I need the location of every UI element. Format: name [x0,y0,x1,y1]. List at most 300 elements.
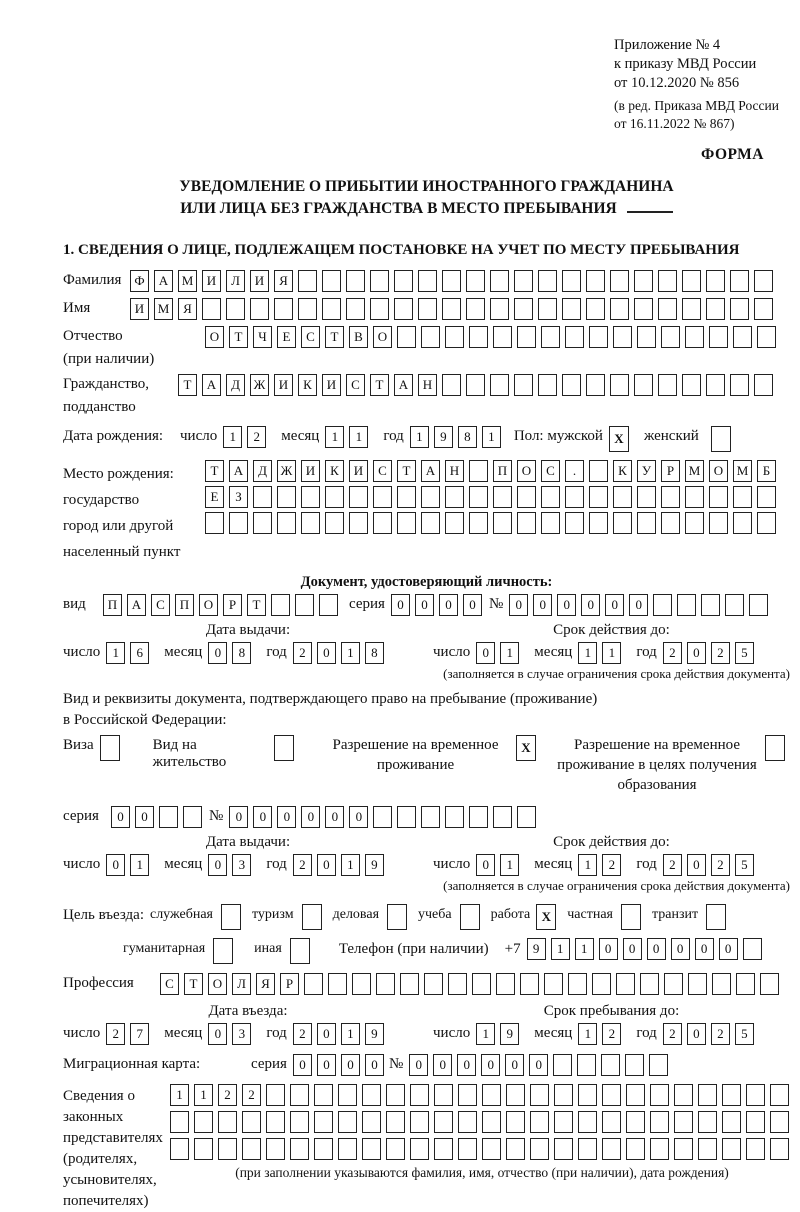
char-cell[interactable] [661,512,680,534]
char-cell[interactable]: О [517,460,536,482]
char-cell[interactable] [314,1138,333,1160]
char-cell[interactable] [541,326,560,348]
char-cell[interactable] [661,326,680,348]
char-cell[interactable]: И [301,460,320,482]
char-cell[interactable]: Ж [250,374,269,396]
char-cell[interactable]: 0 [457,1054,476,1076]
char-cell[interactable]: Д [253,460,272,482]
char-cell[interactable]: К [613,460,632,482]
char-cell[interactable] [445,806,464,828]
char-cell[interactable] [754,298,773,320]
char-cell[interactable]: 9 [365,854,384,876]
char-cell[interactable] [253,512,272,534]
char-cell[interactable] [757,512,776,534]
char-cell[interactable]: 0 [106,854,125,876]
char-cell[interactable]: С [346,374,365,396]
char-cell[interactable] [458,1111,477,1133]
char-cell[interactable] [373,486,392,508]
char-cell[interactable] [349,486,368,508]
char-cell[interactable]: П [103,594,122,616]
char-cell[interactable] [298,270,317,292]
char-cell[interactable] [362,1138,381,1160]
char-cell[interactable] [472,973,491,995]
char-cell[interactable] [626,1138,645,1160]
char-cell[interactable] [754,374,773,396]
char-cell[interactable] [520,973,539,995]
char-cell[interactable] [301,486,320,508]
char-cell[interactable] [328,973,347,995]
char-cell[interactable] [376,973,395,995]
char-cell[interactable] [586,374,605,396]
char-cell[interactable]: 1 [223,426,242,448]
char-cell[interactable] [746,1084,765,1106]
char-cell[interactable] [159,806,178,828]
char-cell[interactable]: Я [178,298,197,320]
char-cell[interactable] [565,512,584,534]
char-cell[interactable]: 0 [317,1054,336,1076]
char-cell[interactable]: 5 [735,854,754,876]
char-cell[interactable] [506,1111,525,1133]
checkbox-cell[interactable]: X [609,426,629,452]
char-cell[interactable] [466,374,485,396]
char-cell[interactable]: 1 [578,854,597,876]
char-cell[interactable] [386,1084,405,1106]
char-cell[interactable] [386,1138,405,1160]
char-cell[interactable] [602,1138,621,1160]
char-cell[interactable]: 0 [719,938,738,960]
char-cell[interactable]: 0 [581,594,600,616]
char-cell[interactable] [698,1111,717,1133]
checkbox-cell[interactable]: X [516,735,536,761]
char-cell[interactable]: И [250,270,269,292]
char-cell[interactable]: 0 [208,642,227,664]
char-cell[interactable]: Я [274,270,293,292]
char-cell[interactable] [493,326,512,348]
char-cell[interactable] [757,486,776,508]
char-cell[interactable] [410,1084,429,1106]
char-cell[interactable] [290,1138,309,1160]
char-cell[interactable]: 0 [317,1023,336,1045]
char-cell[interactable]: Т [397,460,416,482]
char-cell[interactable]: П [175,594,194,616]
char-cell[interactable] [445,486,464,508]
char-cell[interactable] [541,512,560,534]
char-cell[interactable]: 0 [325,806,344,828]
char-cell[interactable]: 1 [602,642,621,664]
char-cell[interactable] [445,512,464,534]
char-cell[interactable] [554,1138,573,1160]
char-cell[interactable] [709,486,728,508]
char-cell[interactable] [749,594,768,616]
char-cell[interactable] [746,1138,765,1160]
char-cell[interactable] [469,460,488,482]
char-cell[interactable]: О [205,326,224,348]
char-cell[interactable] [493,512,512,534]
char-cell[interactable] [338,1111,357,1133]
char-cell[interactable] [410,1138,429,1160]
char-cell[interactable] [730,298,749,320]
char-cell[interactable] [194,1138,213,1160]
char-cell[interactable] [346,270,365,292]
char-cell[interactable] [266,1084,285,1106]
char-cell[interactable] [760,973,779,995]
char-cell[interactable] [640,973,659,995]
char-cell[interactable] [325,486,344,508]
char-cell[interactable]: 3 [232,854,251,876]
char-cell[interactable] [706,270,725,292]
char-cell[interactable] [226,298,245,320]
char-cell[interactable]: Л [232,973,251,995]
char-cell[interactable] [589,512,608,534]
char-cell[interactable] [301,512,320,534]
char-cell[interactable]: И [130,298,149,320]
char-cell[interactable] [589,460,608,482]
char-cell[interactable]: Д [226,374,245,396]
char-cell[interactable] [658,270,677,292]
char-cell[interactable]: 1 [341,1023,360,1045]
char-cell[interactable] [733,326,752,348]
char-cell[interactable] [589,486,608,508]
char-cell[interactable]: 8 [232,642,251,664]
char-cell[interactable] [698,1084,717,1106]
char-cell[interactable] [602,1084,621,1106]
char-cell[interactable] [397,806,416,828]
char-cell[interactable] [688,973,707,995]
char-cell[interactable] [271,594,290,616]
char-cell[interactable] [514,270,533,292]
char-cell[interactable] [373,806,392,828]
char-cell[interactable] [490,374,509,396]
char-cell[interactable] [218,1111,237,1133]
char-cell[interactable] [577,1054,596,1076]
char-cell[interactable] [218,1138,237,1160]
char-cell[interactable] [613,326,632,348]
char-cell[interactable] [322,298,341,320]
char-cell[interactable]: Т [325,326,344,348]
char-cell[interactable]: 0 [349,806,368,828]
char-cell[interactable]: К [325,460,344,482]
char-cell[interactable]: 0 [415,594,434,616]
checkbox-cell[interactable] [221,904,241,930]
char-cell[interactable] [346,298,365,320]
char-cell[interactable]: 1 [106,642,125,664]
char-cell[interactable]: 5 [735,1023,754,1045]
char-cell[interactable]: С [151,594,170,616]
char-cell[interactable] [466,298,485,320]
char-cell[interactable] [698,1138,717,1160]
char-cell[interactable] [298,298,317,320]
char-cell[interactable] [514,374,533,396]
char-cell[interactable] [634,298,653,320]
char-cell[interactable]: З [229,486,248,508]
char-cell[interactable] [685,512,704,534]
char-cell[interactable] [602,1111,621,1133]
char-cell[interactable]: 7 [130,1023,149,1045]
char-cell[interactable]: М [178,270,197,292]
char-cell[interactable] [421,512,440,534]
char-cell[interactable] [314,1111,333,1133]
checkbox-cell[interactable] [387,904,407,930]
char-cell[interactable] [304,973,323,995]
char-cell[interactable] [242,1138,261,1160]
char-cell[interactable] [400,973,419,995]
char-cell[interactable] [578,1138,597,1160]
char-cell[interactable]: 0 [208,1023,227,1045]
char-cell[interactable]: О [373,326,392,348]
char-cell[interactable]: 0 [476,854,495,876]
char-cell[interactable]: 0 [509,594,528,616]
char-cell[interactable]: 2 [218,1084,237,1106]
char-cell[interactable] [746,1111,765,1133]
char-cell[interactable]: А [394,374,413,396]
char-cell[interactable]: 0 [111,806,130,828]
char-cell[interactable]: 0 [481,1054,500,1076]
char-cell[interactable]: 0 [317,854,336,876]
char-cell[interactable]: 2 [106,1023,125,1045]
char-cell[interactable] [586,270,605,292]
char-cell[interactable]: Р [223,594,242,616]
char-cell[interactable]: А [154,270,173,292]
char-cell[interactable]: А [127,594,146,616]
char-cell[interactable]: 0 [301,806,320,828]
char-cell[interactable]: Б [757,460,776,482]
char-cell[interactable] [709,326,728,348]
char-cell[interactable]: 0 [293,1054,312,1076]
char-cell[interactable]: 0 [229,806,248,828]
char-cell[interactable]: 0 [317,642,336,664]
char-cell[interactable]: 2 [293,854,312,876]
char-cell[interactable] [701,594,720,616]
char-cell[interactable]: 0 [629,594,648,616]
char-cell[interactable] [394,270,413,292]
char-cell[interactable]: Т [247,594,266,616]
char-cell[interactable]: 0 [687,854,706,876]
char-cell[interactable] [397,326,416,348]
char-cell[interactable]: 0 [695,938,714,960]
char-cell[interactable]: 0 [135,806,154,828]
char-cell[interactable] [650,1138,669,1160]
char-cell[interactable] [601,1054,620,1076]
char-cell[interactable]: 2 [663,854,682,876]
char-cell[interactable]: О [709,460,728,482]
char-cell[interactable] [445,326,464,348]
checkbox-cell[interactable] [460,904,480,930]
char-cell[interactable] [568,973,587,995]
char-cell[interactable] [562,374,581,396]
char-cell[interactable] [712,973,731,995]
char-cell[interactable] [373,512,392,534]
char-cell[interactable]: 1 [341,854,360,876]
char-cell[interactable] [530,1138,549,1160]
char-cell[interactable]: 1 [578,1023,597,1045]
char-cell[interactable] [506,1084,525,1106]
char-cell[interactable]: 2 [602,1023,621,1045]
char-cell[interactable]: 1 [551,938,570,960]
char-cell[interactable]: 1 [500,854,519,876]
char-cell[interactable]: 0 [647,938,666,960]
checkbox-cell[interactable]: X [536,904,556,930]
char-cell[interactable] [362,1111,381,1133]
char-cell[interactable] [544,973,563,995]
char-cell[interactable] [554,1084,573,1106]
char-cell[interactable]: 8 [365,642,384,664]
char-cell[interactable]: 0 [391,594,410,616]
char-cell[interactable] [722,1138,741,1160]
char-cell[interactable] [349,512,368,534]
char-cell[interactable]: С [160,973,179,995]
char-cell[interactable]: 0 [476,642,495,664]
char-cell[interactable] [250,298,269,320]
char-cell[interactable]: Т [205,460,224,482]
char-cell[interactable]: . [565,460,584,482]
char-cell[interactable]: М [685,460,704,482]
char-cell[interactable]: 1 [325,426,344,448]
char-cell[interactable]: М [154,298,173,320]
char-cell[interactable] [517,512,536,534]
char-cell[interactable] [637,512,656,534]
char-cell[interactable] [517,486,536,508]
char-cell[interactable] [578,1084,597,1106]
char-cell[interactable] [538,298,557,320]
char-cell[interactable] [517,806,536,828]
char-cell[interactable]: 0 [433,1054,452,1076]
char-cell[interactable] [634,374,653,396]
char-cell[interactable]: Т [229,326,248,348]
char-cell[interactable] [565,486,584,508]
char-cell[interactable]: 9 [365,1023,384,1045]
char-cell[interactable] [183,806,202,828]
char-cell[interactable] [706,298,725,320]
char-cell[interactable] [397,512,416,534]
char-cell[interactable]: 1 [194,1084,213,1106]
char-cell[interactable] [277,512,296,534]
char-cell[interactable]: Н [445,460,464,482]
char-cell[interactable]: Ч [253,326,272,348]
char-cell[interactable] [736,973,755,995]
char-cell[interactable]: А [229,460,248,482]
char-cell[interactable] [722,1084,741,1106]
char-cell[interactable] [434,1111,453,1133]
char-cell[interactable] [685,486,704,508]
char-cell[interactable] [706,374,725,396]
char-cell[interactable]: С [541,460,560,482]
char-cell[interactable] [469,326,488,348]
char-cell[interactable] [514,298,533,320]
char-cell[interactable]: 2 [663,642,682,664]
char-cell[interactable]: Л [226,270,245,292]
char-cell[interactable] [352,973,371,995]
char-cell[interactable] [757,326,776,348]
char-cell[interactable]: 1 [578,642,597,664]
char-cell[interactable]: О [199,594,218,616]
char-cell[interactable] [421,486,440,508]
char-cell[interactable]: 0 [529,1054,548,1076]
char-cell[interactable]: П [493,460,512,482]
char-cell[interactable] [677,594,696,616]
char-cell[interactable]: У [637,460,656,482]
char-cell[interactable]: Т [184,973,203,995]
checkbox-cell[interactable] [290,938,310,964]
char-cell[interactable] [397,486,416,508]
char-cell[interactable] [637,326,656,348]
char-cell[interactable]: 6 [130,642,149,664]
char-cell[interactable]: 2 [242,1084,261,1106]
char-cell[interactable] [616,973,635,995]
char-cell[interactable] [442,270,461,292]
char-cell[interactable]: Т [178,374,197,396]
checkbox-cell[interactable] [100,735,120,761]
char-cell[interactable] [205,512,224,534]
char-cell[interactable] [448,973,467,995]
char-cell[interactable] [674,1138,693,1160]
char-cell[interactable] [610,298,629,320]
char-cell[interactable] [424,973,443,995]
char-cell[interactable] [634,270,653,292]
char-cell[interactable] [578,1111,597,1133]
char-cell[interactable]: 0 [687,642,706,664]
char-cell[interactable] [653,594,672,616]
char-cell[interactable] [725,594,744,616]
char-cell[interactable] [290,1084,309,1106]
char-cell[interactable]: И [202,270,221,292]
char-cell[interactable] [613,486,632,508]
char-cell[interactable] [493,486,512,508]
char-cell[interactable] [421,806,440,828]
char-cell[interactable] [325,512,344,534]
checkbox-cell[interactable] [711,426,731,452]
checkbox-cell[interactable] [274,735,294,761]
char-cell[interactable]: М [733,460,752,482]
char-cell[interactable] [538,270,557,292]
char-cell[interactable] [290,1111,309,1133]
char-cell[interactable]: 0 [623,938,642,960]
char-cell[interactable] [274,298,293,320]
char-cell[interactable] [469,806,488,828]
char-cell[interactable] [661,486,680,508]
char-cell[interactable] [482,1138,501,1160]
char-cell[interactable]: 1 [130,854,149,876]
char-cell[interactable]: Н [418,374,437,396]
char-cell[interactable]: Е [277,326,296,348]
char-cell[interactable] [565,326,584,348]
char-cell[interactable] [682,270,701,292]
char-cell[interactable] [253,486,272,508]
char-cell[interactable]: 0 [605,594,624,616]
char-cell[interactable] [506,1138,525,1160]
char-cell[interactable] [394,298,413,320]
char-cell[interactable] [610,374,629,396]
char-cell[interactable]: А [202,374,221,396]
char-cell[interactable]: И [349,460,368,482]
checkbox-cell[interactable] [621,904,641,930]
char-cell[interactable] [418,298,437,320]
char-cell[interactable]: И [274,374,293,396]
char-cell[interactable]: О [208,973,227,995]
char-cell[interactable] [314,1084,333,1106]
char-cell[interactable] [421,326,440,348]
char-cell[interactable] [637,486,656,508]
char-cell[interactable] [466,270,485,292]
char-cell[interactable] [469,486,488,508]
char-cell[interactable] [517,326,536,348]
char-cell[interactable]: С [301,326,320,348]
char-cell[interactable]: 0 [208,854,227,876]
char-cell[interactable] [730,374,749,396]
char-cell[interactable]: 0 [533,594,552,616]
char-cell[interactable]: 9 [500,1023,519,1045]
char-cell[interactable] [490,298,509,320]
char-cell[interactable] [493,806,512,828]
